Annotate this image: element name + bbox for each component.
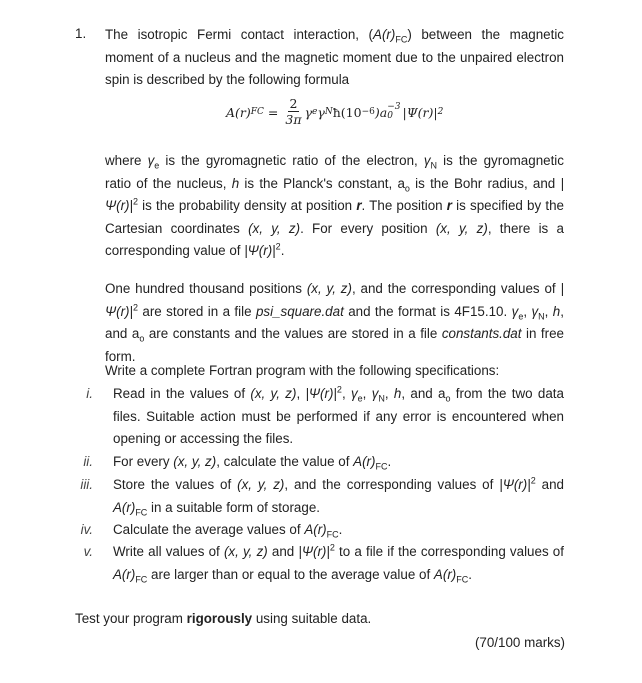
test-instruction: Test your program rigorously using suitable data.: [75, 611, 372, 626]
item-numeral: iv.: [80, 522, 93, 537]
item-text: Calculate the average values of $A(r)_{FC}$.: [113, 522, 343, 540]
fermi-contact-formula: A(r) FC = $\frac{2}{3\pi}$ γ e γ N ħ(10 −6 )a −3 0 |Ψ(r)| 2: [226, 96, 444, 127]
item-text: For every (x, y, z), calculate the value of $A(r)_{FC}$.: [113, 454, 392, 472]
question-number: 1.: [75, 26, 87, 41]
definitions-paragraph: where $\gamma_e$ is the gyromagnetic ratio of the electron, $\gamma_N$ is the gyromagnetic ratio of the nucleus, h is the Planck's constant, $a_o$ is the Bohr radius, and $|\Psi(r)|^2$ is the probability density at position r. The position r is specified by the Cartesian coordinates (x, y, z). For every position (x, y, z), there is a corresponding value of $|\Psi(r)|^2$.: [105, 153, 564, 259]
formula-fraction: $\frac{2}{3\pi}$: [285, 96, 302, 127]
item-numeral: ii.: [83, 454, 93, 469]
item-text: Store the values of (x, y, z), and the corresponding values of $|\Psi(r)|^2$ and $A(r)_{FC}$ in a suitable form of storage.: [113, 475, 564, 518]
task-heading: Write a complete Fortran program with the following specifications:: [105, 363, 500, 378]
item-numeral: i.: [86, 386, 93, 401]
item-text: Write all values of (x, y, z) and $|\Psi(r)|^2$ to a file if the corresponding values of $A(r)_{FC}$ are larger than or equal to the average value of $A(r)_{FC}$.: [113, 542, 564, 585]
item-numeral: iii.: [80, 477, 93, 492]
data-files-paragraph: One hundred thousand positions (x, y, z), and the corresponding values of $|\Psi(r)|^2$ are stored in a file psi_square.dat and the format is 4F15.10. $\gamma_e$, $\gamma_N$, h, and $a_o$ are constants and the values are stored in a file constants.dat in free form.: [105, 281, 564, 364]
marks-label: (70/100 marks): [474, 635, 565, 650]
intro-paragraph: The isotropic Fermi contact interaction, $(A(r)_{FC})$ between the magnetic moment of a nucleus and the magnetic moment due to the unpaired electron spin is described by the following formula: [105, 27, 564, 88]
item-text: Read in the values of (x, y, z), $|\Psi(r)|^2$, $\gamma_e$, $\gamma_N$, h, and $a_o$ from the two data files. Suitable action must be performed if any error is encountered when opening or accessing the files.: [113, 384, 564, 447]
item-numeral: v.: [83, 544, 93, 559]
